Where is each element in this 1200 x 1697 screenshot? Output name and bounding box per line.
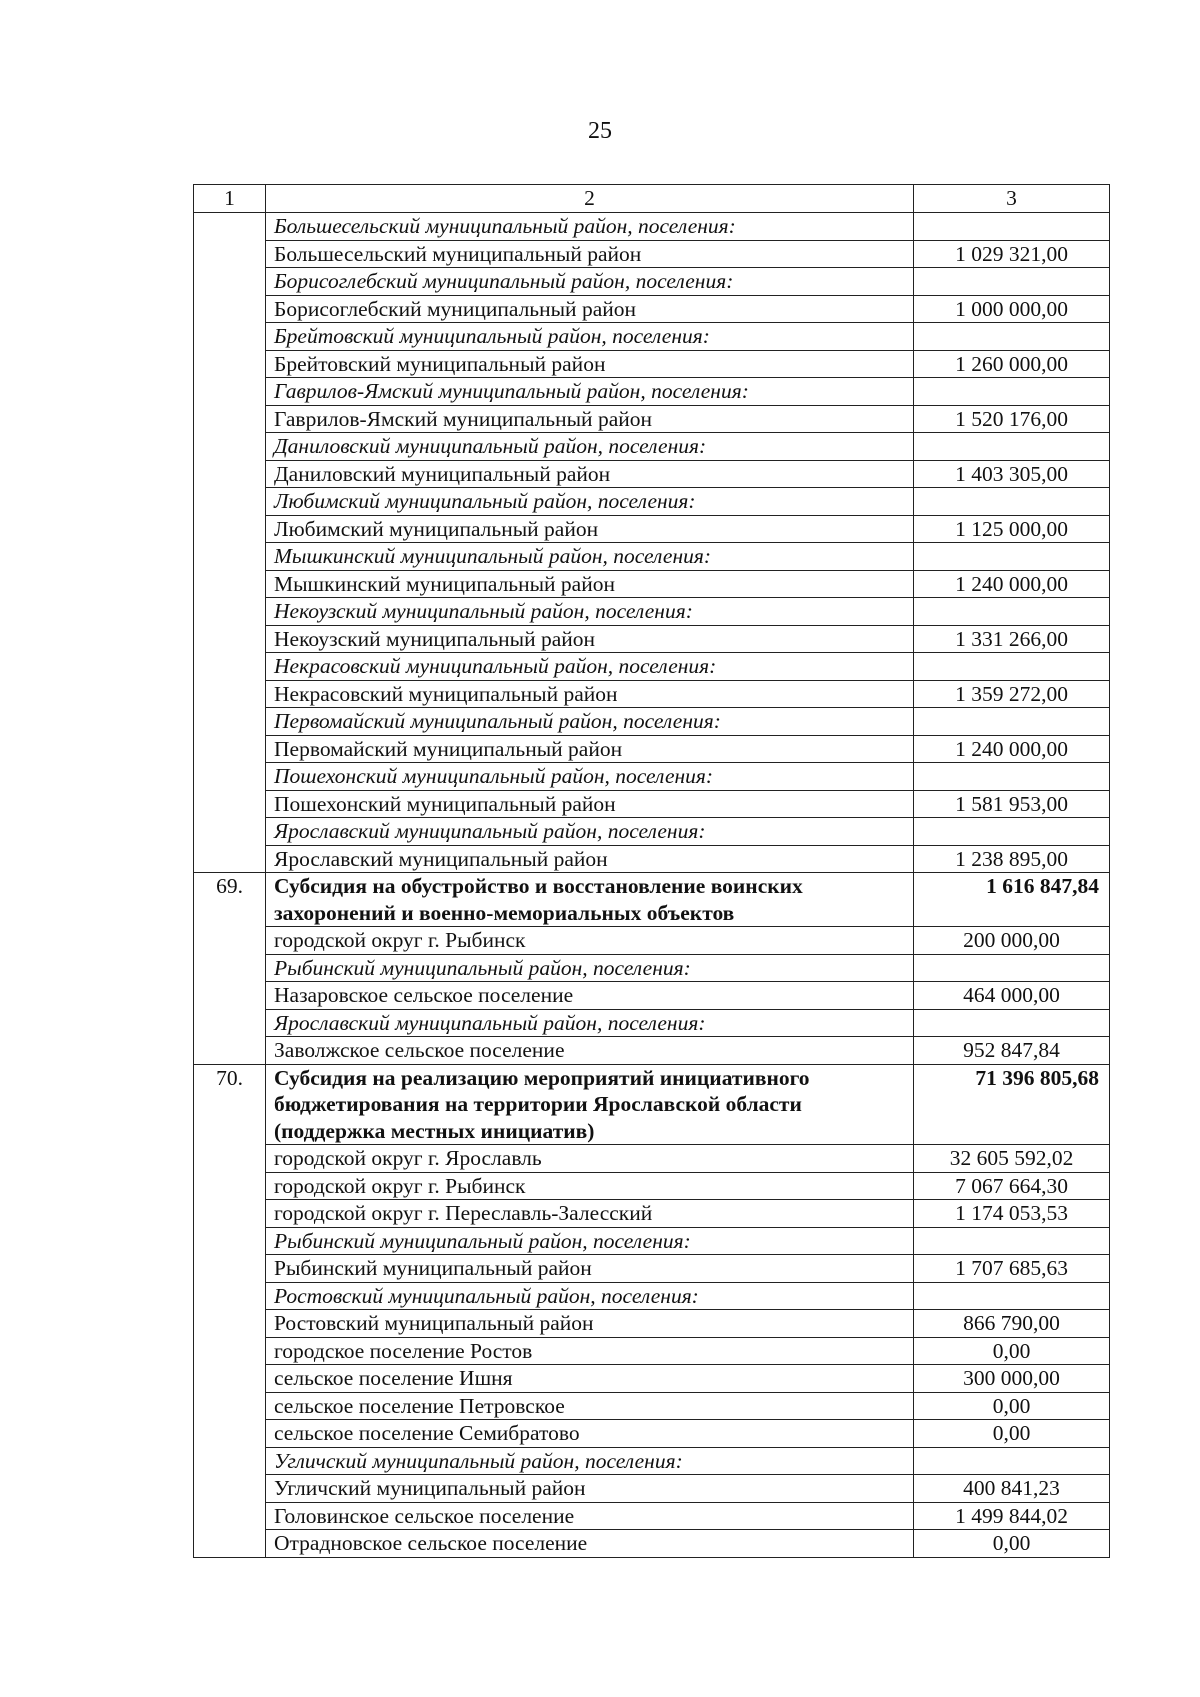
amount-value: 952 847,84 [914,1037,1110,1065]
amount-value: 1 260 000,00 [914,350,1110,378]
table-row [194,680,1110,708]
amount-value: 1 240 000,00 [914,735,1110,763]
district-group-label: Рыбинский муниципальный район, поселения: [266,954,914,982]
recipient-name: городское поселение Ростов [266,1337,914,1365]
district-group-label: Любимский муниципальный район, поселения: [266,488,914,516]
table-row [194,543,1110,571]
table-row [194,982,1110,1010]
recipient-name: Ростовский муниципальный район [266,1310,914,1338]
amount-value [914,1227,1110,1255]
amount-value [914,598,1110,626]
district-group-label: Некрасовский муниципальный район, поселения: [266,653,914,681]
amount-value [914,818,1110,846]
table-row [194,1009,1110,1037]
amount-value: 1 499 844,02 [914,1502,1110,1530]
amount-value: 866 790,00 [914,1310,1110,1338]
table-row [194,1447,1110,1475]
table-row [194,598,1110,626]
table-row [194,213,1110,241]
table-row [194,378,1110,406]
amount-value [914,763,1110,791]
recipient-name: городской округ г. Рыбинск [266,1172,914,1200]
recipient-name: Брейтовский муниципальный район [266,350,914,378]
page-number: 25 [588,118,612,144]
table-row [194,295,1110,323]
amount-value: 1 331 266,00 [914,625,1110,653]
recipient-name: Ярославский муниципальный район [266,845,914,873]
recipient-name: Некрасовский муниципальный район [266,680,914,708]
recipient-name: Заволжское сельское поселение [266,1037,914,1065]
table-row [194,240,1110,268]
table-row [194,1475,1110,1503]
header-row [194,185,1110,213]
table-row [194,1365,1110,1393]
recipient-name: Любимский муниципальный район [266,515,914,543]
recipient-name: городской округ г. Рыбинск [266,927,914,955]
amount-value [914,213,1110,241]
district-group-label: Первомайский муниципальный район, поселения: [266,708,914,736]
subsidy-title: Субсидия на обустройство и восстановление воинских захоронений и военно-мемориальных объектов [266,873,914,927]
district-group-label: Гаврилов-Ямский муниципальный район, поселения: [266,378,914,406]
table-row [194,405,1110,433]
district-group-label: Угличский муниципальный район, поселения: [266,1447,914,1475]
table-row [194,818,1110,846]
amount-value [914,954,1110,982]
recipient-name: сельское поселение Семибратово [266,1420,914,1448]
table-row [194,927,1110,955]
amount-value [914,708,1110,736]
amount-value: 464 000,00 [914,982,1110,1010]
recipient-name: Угличский муниципальный район [266,1475,914,1503]
amount-value [914,433,1110,461]
recipient-name: Некоузский муниципальный район [266,625,914,653]
amount-value: 1 029 321,00 [914,240,1110,268]
amount-value: 1 359 272,00 [914,680,1110,708]
amount-value: 1 240 000,00 [914,570,1110,598]
recipient-name: городской округ г. Ярославль [266,1145,914,1173]
amount-value [914,653,1110,681]
amount-value: 1 174 053,53 [914,1200,1110,1228]
header-col-2: 2 [266,185,914,213]
district-group-label: Ярославский муниципальный район, поселения: [266,818,914,846]
amount-value: 300 000,00 [914,1365,1110,1393]
header-col-1: 1 [194,185,266,213]
table-row [194,653,1110,681]
header-col-3: 3 [914,185,1110,213]
table-row [194,1200,1110,1228]
table-row [194,268,1110,296]
amount-value: 1 125 000,00 [914,515,1110,543]
table-row [194,1282,1110,1310]
section-number: 69. [194,873,266,1065]
amount-value [914,1447,1110,1475]
section-number: 70. [194,1064,266,1557]
table-row [194,1337,1110,1365]
table-row [194,1310,1110,1338]
recipient-name: сельское поселение Петровское [266,1392,914,1420]
table-row [194,1530,1110,1558]
amount-value: 1 707 685,63 [914,1255,1110,1283]
amount-value [914,268,1110,296]
table-row [194,1502,1110,1530]
subsidy-title: Субсидия на реализацию мероприятий инициативного бюджетирования на территории Ярославской области (поддержка местных инициатив) [266,1064,914,1145]
amount-value: 7 067 664,30 [914,1172,1110,1200]
section-number [194,213,266,873]
district-group-label: Ростовский муниципальный район, поселения: [266,1282,914,1310]
district-group-label: Мышкинский муниципальный район, поселения: [266,543,914,571]
table-row [194,1037,1110,1065]
amount-value: 32 605 592,02 [914,1145,1110,1173]
amount-value: 1 520 176,00 [914,405,1110,433]
recipient-name: Первомайский муниципальный район [266,735,914,763]
table-row [194,570,1110,598]
district-group-label: Рыбинский муниципальный район, поселения: [266,1227,914,1255]
recipient-name: Мышкинский муниципальный район [266,570,914,598]
amount-value: 1 403 305,00 [914,460,1110,488]
table-row [194,1255,1110,1283]
amount-value [914,1282,1110,1310]
recipient-name: Гаврилов-Ямский муниципальный район [266,405,914,433]
amount-value [914,323,1110,351]
budget-table [193,184,1110,1558]
amount-value: 0,00 [914,1420,1110,1448]
table-row [194,708,1110,736]
table-row [194,763,1110,791]
table-row [194,873,1110,927]
amount-value: 1 581 953,00 [914,790,1110,818]
amount-value: 1 000 000,00 [914,295,1110,323]
subsidy-total: 71 396 805,68 [914,1064,1110,1145]
recipient-name: Отрадновское сельское поселение [266,1530,914,1558]
amount-value [914,488,1110,516]
amount-value [914,1009,1110,1037]
district-group-label: Большесельский муниципальный район, поселения: [266,213,914,241]
district-group-label: Пошехонский муниципальный район, поселения: [266,763,914,791]
table-row [194,954,1110,982]
table-body [194,213,1110,1558]
amount-value: 400 841,23 [914,1475,1110,1503]
table-row [194,1392,1110,1420]
table-row [194,515,1110,543]
table-row [194,845,1110,873]
amount-value [914,543,1110,571]
district-group-label: Ярославский муниципальный район, поселения: [266,1009,914,1037]
table-row [194,433,1110,461]
amount-value: 0,00 [914,1392,1110,1420]
table-row [194,1420,1110,1448]
table-row [194,350,1110,378]
recipient-name: сельское поселение Ишня [266,1365,914,1393]
table-row [194,323,1110,351]
amount-value: 200 000,00 [914,927,1110,955]
amount-value: 0,00 [914,1530,1110,1558]
table-row [194,735,1110,763]
table-row [194,625,1110,653]
table-row [194,460,1110,488]
recipient-name: Назаровское сельское поселение [266,982,914,1010]
recipient-name: Рыбинский муниципальный район [266,1255,914,1283]
table-row [194,488,1110,516]
table-row [194,1172,1110,1200]
recipient-name: Борисоглебский муниципальный район [266,295,914,323]
recipient-name: Большесельский муниципальный район [266,240,914,268]
table-row [194,790,1110,818]
district-group-label: Борисоглебский муниципальный район, поселения: [266,268,914,296]
amount-value: 0,00 [914,1337,1110,1365]
district-group-label: Брейтовский муниципальный район, поселения: [266,323,914,351]
table-row [194,1145,1110,1173]
recipient-name: Пошехонский муниципальный район [266,790,914,818]
district-group-label: Некоузский муниципальный район, поселения: [266,598,914,626]
recipient-name: городской округ г. Переславль-Залесский [266,1200,914,1228]
amount-value [914,378,1110,406]
amount-value: 1 238 895,00 [914,845,1110,873]
table-row [194,1064,1110,1145]
subsidy-total: 1 616 847,84 [914,873,1110,927]
recipient-name: Даниловский муниципальный район [266,460,914,488]
table-row [194,1227,1110,1255]
recipient-name: Головинское сельское поселение [266,1502,914,1530]
district-group-label: Даниловский муниципальный район, поселения: [266,433,914,461]
